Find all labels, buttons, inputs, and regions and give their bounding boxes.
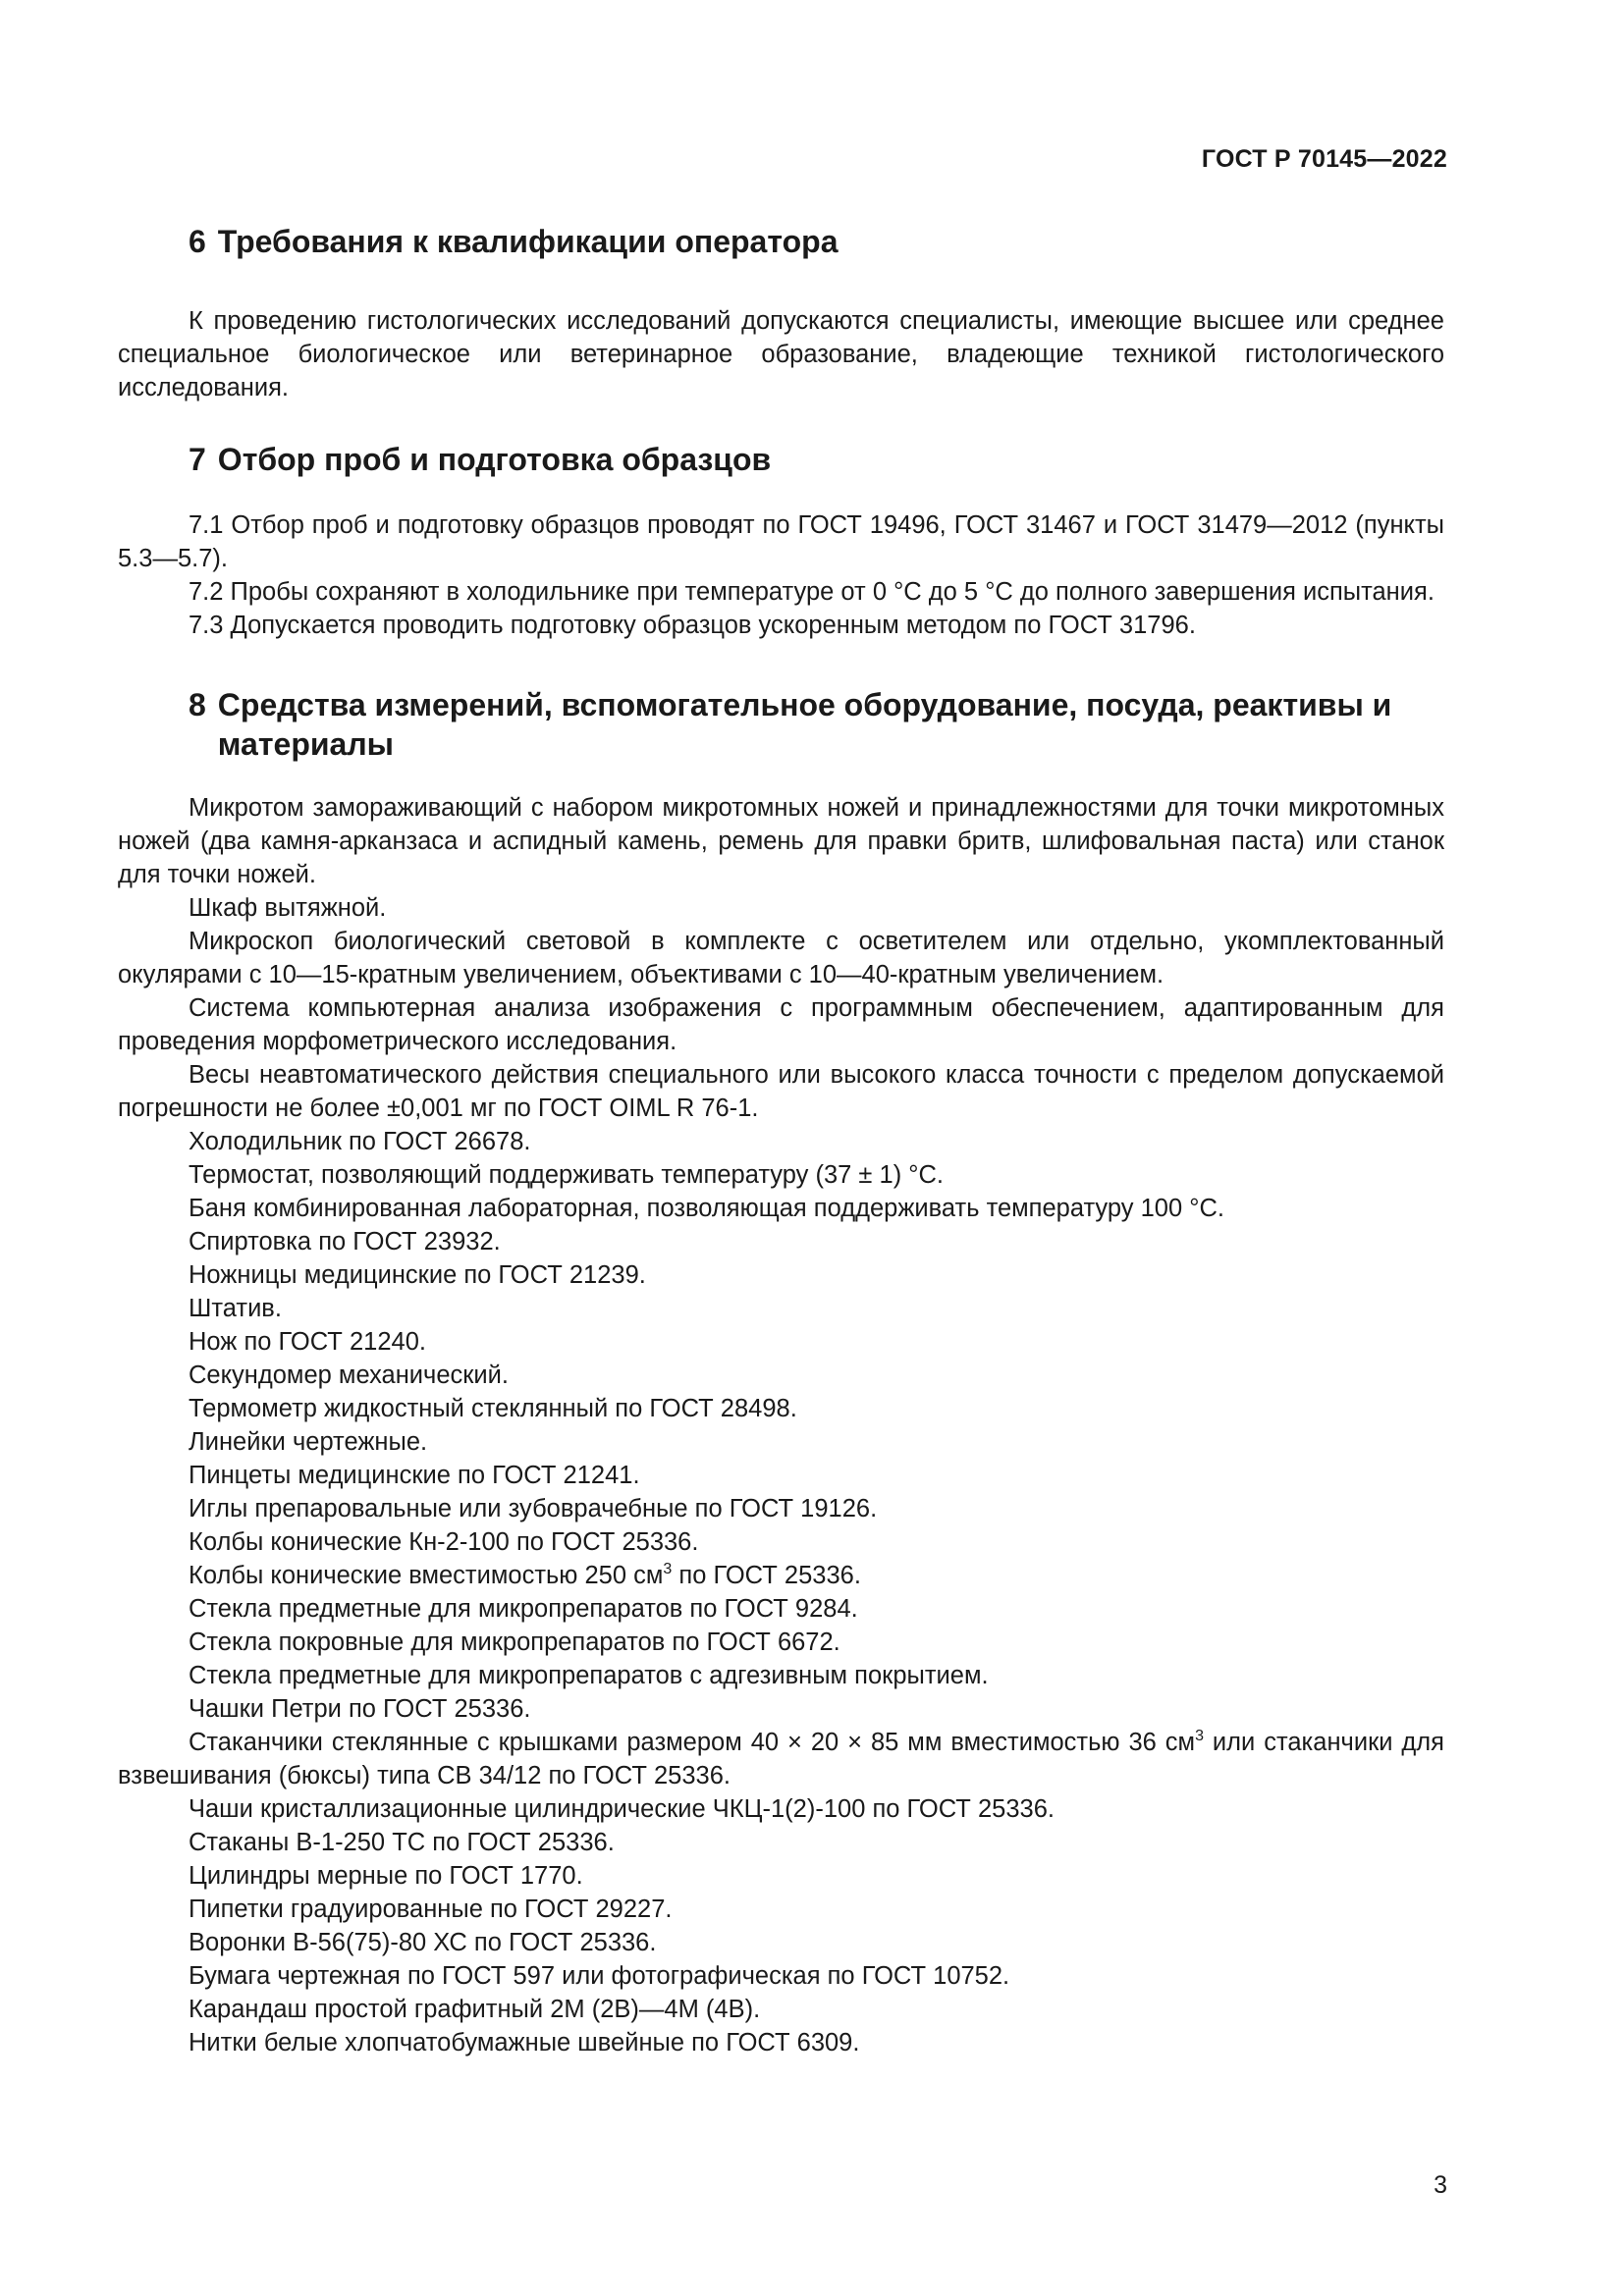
list-item: Стекла предметные для микропрепаратов с адгезивным покрытием. <box>189 1662 989 1689</box>
list-item: Пипетки градуированные по ГОСТ 29227. <box>189 1896 673 1923</box>
list-item: Чаши кристаллизационные цилиндрические ЧКЦ-1(2)-100 по ГОСТ 25336. <box>189 1795 1055 1823</box>
section-8-heading <box>118 685 1444 764</box>
list-item: Воронки В-56(75)-80 ХС по ГОСТ 25336. <box>189 1929 657 1956</box>
section-6 <box>118 222 1444 404</box>
list-item-text: по ГОСТ 25336. <box>672 1562 861 1589</box>
list-item: Иглы препаровальные или зубоврачебные по ГОСТ 19126. <box>189 1495 878 1522</box>
list-item: Стекла предметные для микропрепаратов по ГОСТ 9284. <box>189 1595 858 1623</box>
list-item-text: Стаканчики стеклянные с крышками размером 40 × 20 × 85 мм вместимостью 36 см <box>189 1729 1196 1756</box>
list-item: Спиртовка по ГОСТ 23932. <box>189 1228 501 1255</box>
list-item: Нитки белые хлопчатобумажные швейные по ГОСТ 6309. <box>189 2029 860 2056</box>
list-item: Система компьютерная анализа изображения с программным обеспечением, адаптированным для проведения морфометрического исследования. <box>118 994 1444 1055</box>
list-item: Штатив. <box>189 1295 282 1322</box>
list-item: Микроскоп биологический световой в комплекте с осветителем или отдельно, укомплектованный окулярами с 10—15-кратным увеличением, объективами с 10—40-кратным увеличением. <box>118 928 1444 988</box>
section-6-heading <box>118 222 1444 261</box>
list-item <box>118 1559 1444 1592</box>
list-item: Секундомер механический. <box>189 1362 509 1389</box>
list-item: Баня комбинированная лабораторная, позволяющая поддерживать температуру 100 °С. <box>189 1195 1224 1222</box>
list-item: Микротом замораживающий с набором микротомных ножей и принадлежностями для точки микротомных ножей (два камня-арканзаса и аспидный камень, ремень для правки бритв, шлифовальная паста) или станок для точки ножей. <box>118 794 1444 888</box>
list-item: Пинцеты медицинские по ГОСТ 21241. <box>189 1462 640 1489</box>
section-number: 6 <box>189 224 206 259</box>
list-item: Холодильник по ГОСТ 26678. <box>189 1128 531 1155</box>
list-item: Стекла покровные для микропрепаратов по ГОСТ 6672. <box>189 1629 840 1656</box>
paragraph: 7.2 Пробы сохраняют в холодильнике при температуре от 0 °С до 5 °С до полного завершения испытания. <box>189 578 1435 606</box>
list-item: Термостат, позволяющий поддерживать температуру (37 ± 1) °С. <box>189 1161 944 1189</box>
list-item: Линейки чертежные. <box>189 1428 428 1456</box>
list-item: Нож по ГОСТ 21240. <box>189 1328 426 1356</box>
page-number: 3 <box>1434 2171 1447 2199</box>
list-item <box>118 1726 1444 1792</box>
list-item: Бумага чертежная по ГОСТ 597 или фотографическая по ГОСТ 10752. <box>189 1962 1010 1990</box>
document-code: ГОСТ Р 70145—2022 <box>1201 145 1447 173</box>
section-title: Средства измерений, вспомогательное оборудование, посуда, реактивы и материалы <box>217 687 1392 762</box>
list-item: Весы неавтоматического действия специального или высокого класса точности с пределом допускаемой погрешности не более ±0,001 мг по ГОСТ OIML R 76-1. <box>118 1061 1444 1122</box>
list-item: Колбы конические Кн-2-100 по ГОСТ 25336. <box>189 1528 699 1556</box>
equipment-list <box>118 791 1444 2059</box>
section-title: Требования к квалификации оператора <box>217 224 839 259</box>
superscript: 3 <box>1195 1728 1204 1744</box>
section-8 <box>118 685 1444 2059</box>
section-7-heading <box>118 440 1444 479</box>
list-item-text: Колбы конические вместимостью 250 см <box>189 1562 664 1589</box>
superscript: 3 <box>663 1561 673 1577</box>
section-7 <box>118 440 1444 642</box>
list-item: Стаканы В-1-250 ТС по ГОСТ 25336. <box>189 1829 615 1856</box>
paragraph: 7.3 Допускается проводить подготовку образцов ускоренным методом по ГОСТ 31796. <box>189 612 1196 639</box>
section-title: Отбор проб и подготовка образцов <box>217 442 772 477</box>
list-item: Шкаф вытяжной. <box>189 894 387 922</box>
list-item-text: или стаканчики для взвешивания (бюксы) типа СВ 34/12 по ГОСТ 25336. <box>118 1729 1444 1789</box>
list-item: Ножницы медицинские по ГОСТ 21239. <box>189 1261 646 1289</box>
paragraph: 7.1 Отбор проб и подготовку образцов проводят по ГОСТ 19496, ГОСТ 31467 и ГОСТ 31479—2012 (пункты 5.3—5.7). <box>118 511 1444 572</box>
section-number: 8 <box>189 687 206 722</box>
section-number: 7 <box>189 442 206 477</box>
page-content <box>118 222 1444 2059</box>
list-item: Термометр жидкостный стеклянный по ГОСТ 28498. <box>189 1395 797 1422</box>
paragraph: К проведению гистологических исследований допускаются специалисты, имеющие высшее или среднее специальное биологическое или ветеринарное образование, владеющие техникой гистологического исследования. <box>118 307 1444 401</box>
list-item: Карандаш простой графитный 2М (2В)—4М (4В). <box>189 1996 761 2023</box>
list-item: Чашки Петри по ГОСТ 25336. <box>189 1695 531 1723</box>
list-item: Цилиндры мерные по ГОСТ 1770. <box>189 1862 583 1890</box>
